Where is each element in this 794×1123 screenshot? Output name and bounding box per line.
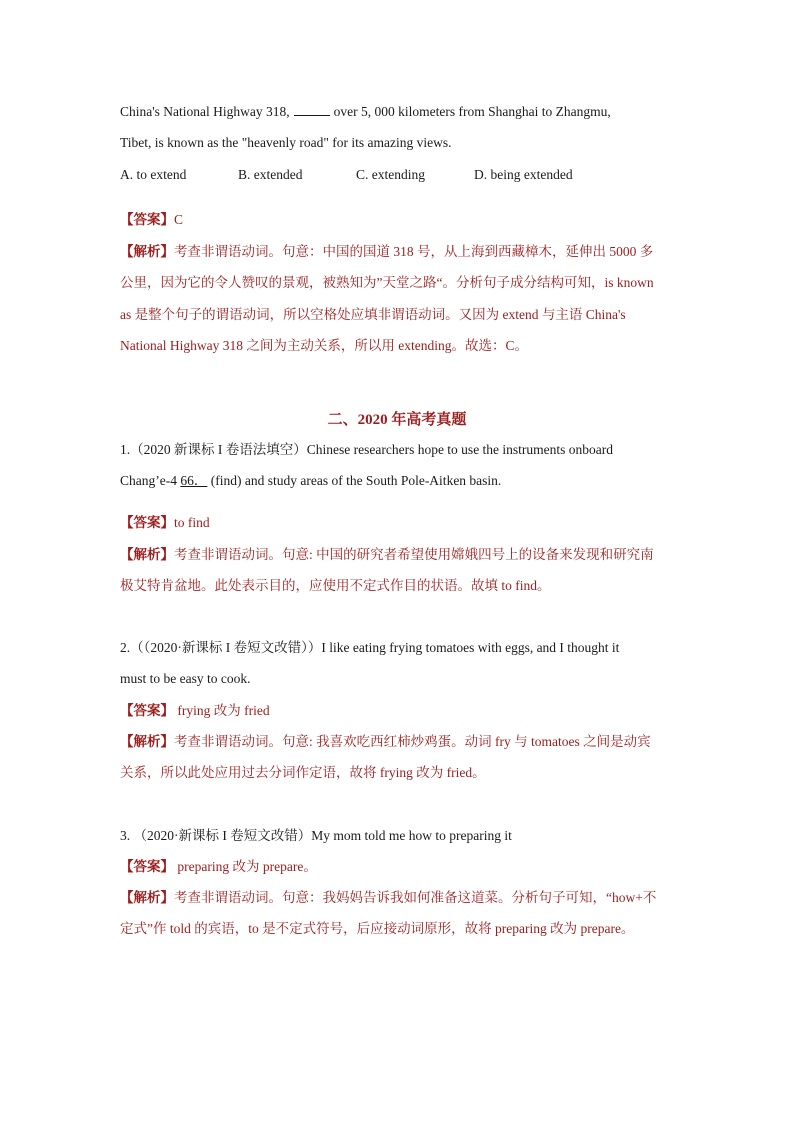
q0-answer-value: C <box>174 212 184 227</box>
q3-answer-value: preparing 改为 prepare。 <box>174 859 317 874</box>
q1-stem-pre: Chang’e-4 <box>120 473 177 488</box>
q2-answer-value: frying 改为 fried <box>174 703 270 718</box>
q0-analysis-text1: 考查非谓语动词。句意：中国的国道 318 号，从上海到西藏樟木，延伸出 5000 多 <box>174 244 654 259</box>
q1-stem-line1: 1.（2020 新课标 I 卷语法填空）Chinese researchers hope to use the instruments onboard <box>120 442 614 457</box>
q2-analysis-line1 <box>120 732 680 752</box>
q3-analysis-line1 <box>120 888 680 908</box>
q2-answer <box>120 701 680 721</box>
q1-answer <box>120 513 680 533</box>
section-title: 二、2020 年高考真题 <box>327 412 467 428</box>
q1-stem-post: (find) and study areas of the South Pole-Aitken basin. <box>210 473 502 488</box>
q2-answer-tag: 【答案】 <box>120 703 174 718</box>
q2-stem-line1: 2.（（2020·新课标 I 卷短文改错））I like eating frying tomatoes with eggs, and I thought it <box>120 640 620 655</box>
q3-analysis-text1: 考查非谓语动词。句意：我妈妈告诉我如何准备这道菜。分析句子可知，“how+不 <box>174 890 657 905</box>
q2-analysis-line2: 关系，所以此处应用过去分词作定语，故将 frying 改为 fried。 <box>120 765 486 780</box>
q0-option-c: C. extending <box>356 167 425 182</box>
q2-analysis-text1: 考查非谓语动词。句意: 我喜欢吃西红柿炒鸡蛋。动词 fry 与 tomatoes 之间是动宾 <box>174 734 651 749</box>
q2-analysis-tag: 【解析】 <box>120 734 174 749</box>
q0-analysis-line2: 公里，因为它的令人赞叹的景观，被熟知为”天堂之路“。分析句子成分结构可知，is known <box>120 275 654 290</box>
q2-stem-line2: must to be easy to cook. <box>120 671 251 686</box>
q1-analysis-line1 <box>120 545 680 565</box>
q0-blank <box>294 103 330 116</box>
q0-option-a: A. to extend <box>120 167 187 182</box>
q3-stem-line1: 3. （2020·新课标 I 卷短文改错）My mom told me how to preparing it <box>120 828 512 843</box>
q1-answer-value: to find <box>174 515 210 530</box>
q3-answer-tag: 【答案】 <box>120 859 174 874</box>
q0-analysis-tag: 【解析】 <box>120 244 174 259</box>
q3-answer <box>120 857 680 877</box>
q0-analysis-line3: as 是整个句子的谓语动词，所以空格处应填非谓语动词。又因为 extend 与主语 China's <box>120 307 626 322</box>
q1-analysis-text1: 考查非谓语动词。句意: 中国的研究者希望使用嫦娥四号上的设备来发现和研究南 <box>174 547 654 562</box>
q0-analysis-line1 <box>120 242 680 262</box>
q0-answer <box>120 210 680 230</box>
q0-stem-line2: Tibet, is known as the "heavenly road" for its amazing views. <box>120 135 452 150</box>
q0-stem-pre: China's National Highway 318, <box>120 104 290 119</box>
q3-analysis-line2: 定式”作 told 的宾语，to 是不定式符号，后应接动词原形，故将 preparing 改为 prepare。 <box>120 921 635 936</box>
q0-stem-post: over 5, 000 kilometers from Shanghai to Zhangmu, <box>333 104 611 119</box>
q1-blank-number: 66． <box>180 473 208 488</box>
q3-analysis-tag: 【解析】 <box>120 890 174 905</box>
q1-analysis-tag: 【解析】 <box>120 547 174 562</box>
q1-analysis-line2: 极艾特肯盆地。此处表示目的，应使用不定式作目的状语。故填 to find。 <box>120 578 551 593</box>
q0-answer-tag: 【答案】 <box>120 212 174 227</box>
q0-options <box>120 165 680 185</box>
q1-answer-tag: 【答案】 <box>120 515 174 530</box>
q0-option-d: D. being extended <box>474 167 573 182</box>
q0-option-b: B. extended <box>238 167 303 182</box>
q1-stem-line2 <box>120 471 680 491</box>
q0-analysis-line4: National Highway 318 之间为主动关系，所以用 extending。故选：C。 <box>120 338 528 353</box>
q0-stem-line1 <box>120 102 680 122</box>
